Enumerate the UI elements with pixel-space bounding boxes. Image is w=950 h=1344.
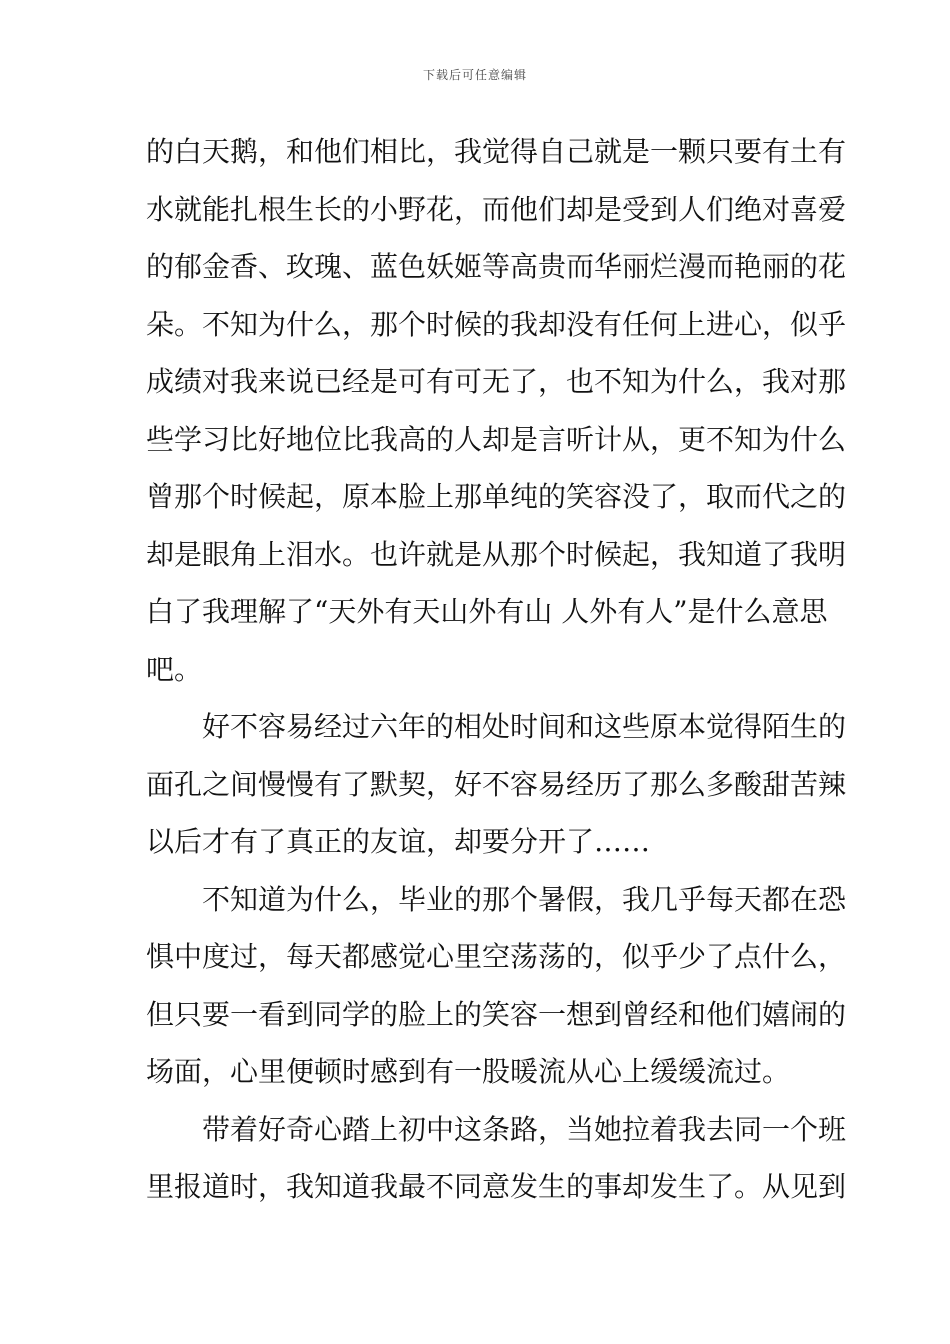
page-header: 下载后可任意编辑 bbox=[422, 68, 527, 82]
text-line: 的郁金香、玫瑰、蓝色妖姬等高贵而华丽烂漫而艳丽的花 bbox=[146, 250, 847, 283]
text-line: 场面，心里便顿时感到有一股暖流从心上缓缓流过。 bbox=[146, 1055, 791, 1088]
paragraph bbox=[146, 871, 847, 1101]
paragraph bbox=[146, 123, 847, 698]
text-line: 吧。 bbox=[146, 652, 203, 686]
document-body bbox=[146, 123, 847, 1216]
text-line: 以后才有了真正的友谊，却要分开了…… bbox=[146, 825, 651, 858]
text-line: 却是眼角上泪水。也许就是从那个时候起，我知道了我明 bbox=[146, 537, 847, 571]
text-line: 曾那个时候起，原本脸上那单纯的笑容没了，取而代之的 bbox=[146, 480, 847, 513]
text-line: 的白天鹅，和他们相比，我觉得自己就是一颗只要有土有 bbox=[146, 135, 847, 168]
text-line: 带着好奇心踏上初中这条路，当她拉着我去同一个班 bbox=[202, 1112, 847, 1146]
text-line: 水就能扎根生长的小野花，而他们却是受到人们绝对喜爱 bbox=[146, 192, 847, 226]
paragraph bbox=[146, 698, 847, 871]
text-line: 惧中度过，每天都感觉心里空荡荡的，似乎少了点什么， bbox=[146, 940, 847, 973]
text-line: 里报道时，我知道我最不同意发生的事却发生了。从见到 bbox=[146, 1170, 847, 1203]
text-line: 成绩对我来说已经是可有可无了，也不知为什么，我对那 bbox=[146, 365, 847, 398]
text-line: 白了我理解了“天外有天山外有山 人外有人”是什么意思 bbox=[146, 595, 828, 628]
text-line: 不知道为什么，毕业的那个暑假，我几乎每天都在恐 bbox=[202, 882, 847, 916]
text-line: 好不容易经过六年的相处时间和这些原本觉得陌生的 bbox=[202, 710, 847, 743]
text-line: 但只要一看到同学的脸上的笑容一想到曾经和他们嬉闹的 bbox=[146, 997, 847, 1031]
text-line: 些学习比好地位比我高的人却是言听计从，更不知为什么 bbox=[146, 422, 847, 456]
paragraph bbox=[146, 1101, 847, 1216]
text-line: 朵。不知为什么，那个时候的我却没有任何上进心，似乎 bbox=[146, 307, 847, 341]
text-line: 面孔之间慢慢有了默契，好不容易经历了那么多酸甜苦辣 bbox=[146, 767, 847, 801]
